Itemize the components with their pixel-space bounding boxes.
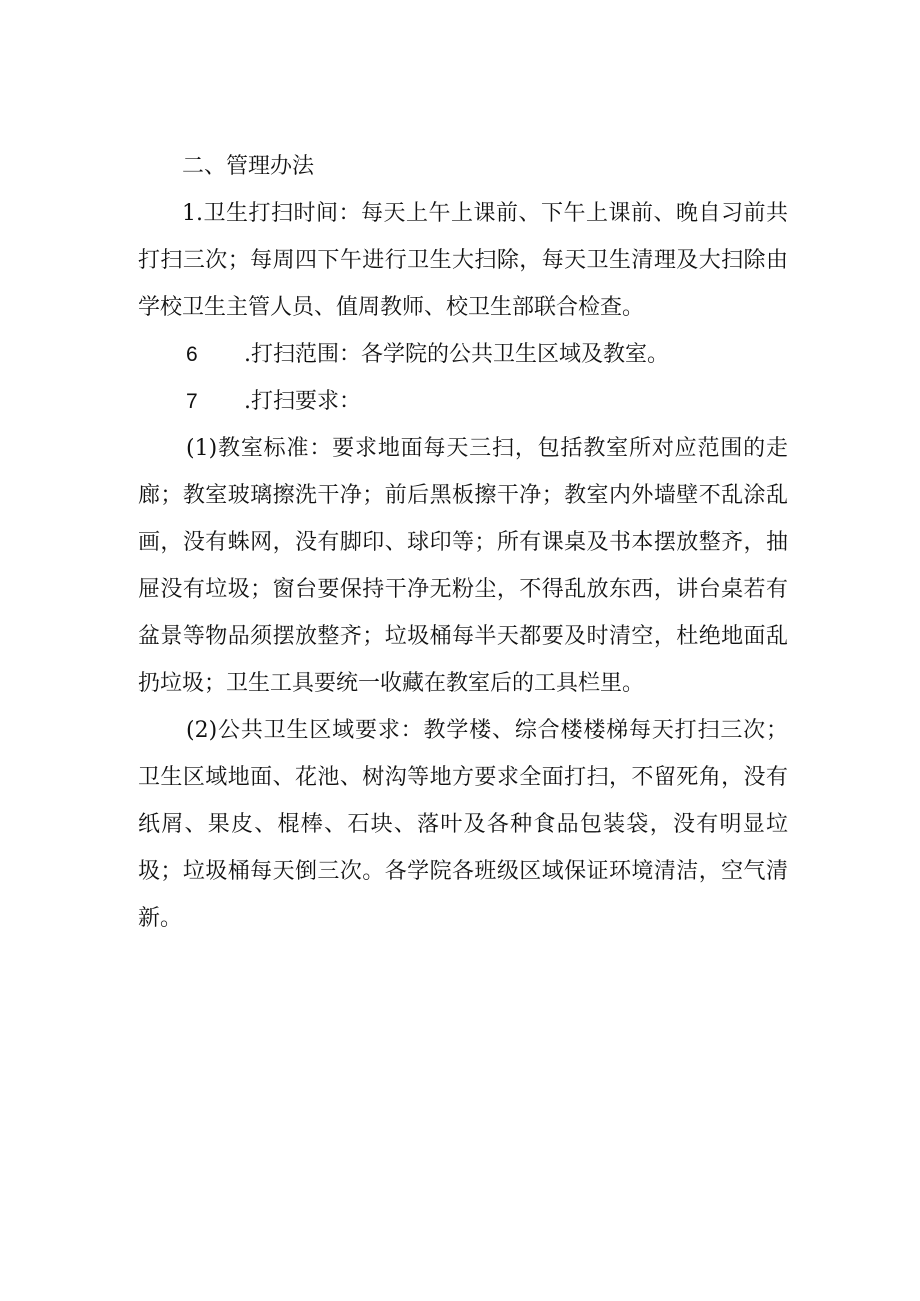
item-2-line bbox=[138, 331, 788, 378]
item-2-number: 6 bbox=[186, 343, 198, 366]
section-heading: 二、管理办法 bbox=[182, 154, 315, 179]
item-2-text: .打扫范围：各学院的公共卫生区域及教室。 bbox=[244, 342, 669, 367]
sub-item-1-paragraph: (1)教室标准：要求地面每天三扫，包括教室所对应范围的走廊；教室玻璃擦洗干净；前后黑板擦干净；教室内外墙壁不乱涂乱画，没有蛛网，没有脚印、球印等；所有课桌及书本摆放整齐，抽屉没有垃圾；窗台要保持干净无粉尘，不得乱放东西，讲台桌若有盆景等物品须摆放整齐；垃圾桶每半天都要及时清空，杜绝地面乱扔垃圾；卫生工具要统一收藏在教室后的工具栏里。 bbox=[138, 436, 788, 696]
item-3-line bbox=[138, 378, 788, 425]
item-1-paragraph: 1.卫生打扫时间：每天上午上课前、下午上课前、晚自习前共打扫三次；每周四下午进行卫生大扫除，每天卫生清理及大扫除由学校卫生主管人员、值周教师、校卫生部联合检查。 bbox=[138, 201, 788, 320]
sub-item-2-paragraph: (2)公共卫生区域要求：教学楼、综合楼楼梯每天打扫三次；卫生区域地面、花池、树沟等地方要求全面打扫，不留死角，没有纸屑、果皮、棍棒、石块、落叶及各种食品包装袋，没有明显垃圾；垃圾桶每天倒三次。各学院各班级区域保证环境清洁，空气清新。 bbox=[138, 718, 788, 931]
item-3-number: 7 bbox=[186, 390, 198, 413]
item-3-text: .打扫要求： bbox=[244, 389, 361, 414]
